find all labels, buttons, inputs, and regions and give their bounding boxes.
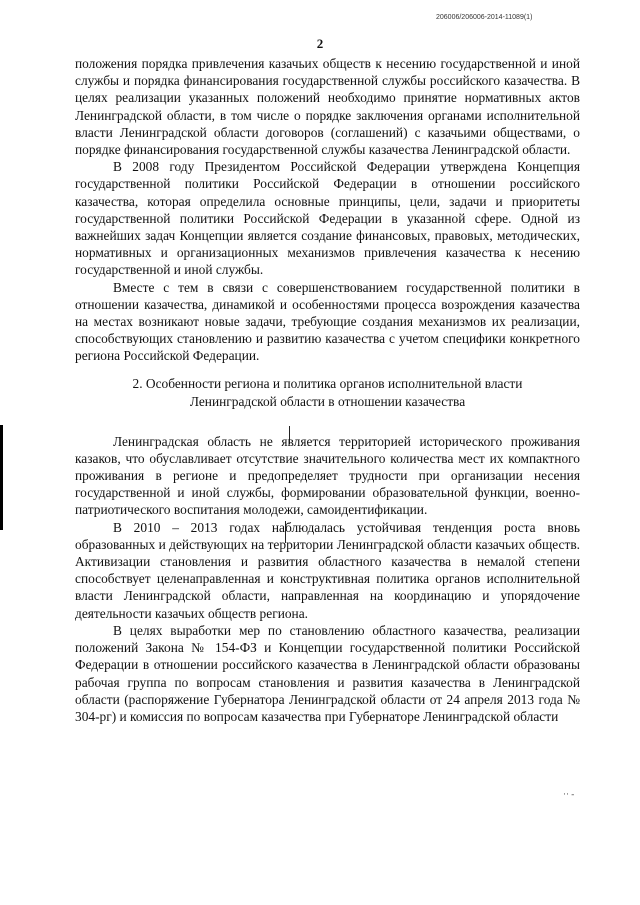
paragraph: В 2008 году Президентом Российской Федерации утверждена Концепция государственной политики Российской Федерации в отношении российского казачества, которая определила основные принципы, цели, задачи и приоритеты государственной политики Российской Федерации в указанной сфере. Одной из важнейших задач Концепции является создание финансовых, правовых, методических, нормативных и организационных механизмов привлечения казачества к несению государственной и иной службы. bbox=[75, 159, 580, 278]
page-number: 2 bbox=[316, 36, 324, 51]
paragraph: В целях выработки мер по становлению областного казачества, реализации положений Закона № 154-ФЗ и Концепции государственной политики Российской Федерации в отношении российского казачества в Ленинградской области образованы рабочая группа по вопросам становления и развития казачества в Ленинградской области (распоряжение Губернатора Ленинградской области от 24 апреля 2013 года № 304-рг) и комиссия по вопросам казачества при Губернаторе Ленинградской области bbox=[75, 622, 580, 724]
paragraph: В 2010 – 2013 годах наблюдалась устойчивая тенденция роста вновь образованных и действующих на территории Ленинградской области казачьих обществ. Активизации становления и развития областного казачества в немалой степени способствует целенаправленная и конструктивная политика органов исполнительной власти Ленинградской области, направленная на координацию и упорядочение деятельности казачьих обществ региона. bbox=[75, 519, 580, 621]
paragraph: Ленинградская область не является территорией исторического проживания казаков, что обуславливает отсутствие значительного количества мест их компактного проживания в регионе и предопределяет трудности при организации несения государственной и иной службы, формировании образовательной функции, военно-патриотического воспитания молодежи, самоидентификации. bbox=[75, 433, 580, 518]
section-heading bbox=[75, 375, 580, 411]
paragraph: положения порядка привлечения казачьих обществ к несению государственной и иной службы и порядка финансирования государственной службы российского казачества. В целях реализации указанных положений необходимо принятие нормативных актов Ленинградской области, в том числе о порядке заключения органами исполнительной власти Ленинградской области договоров (соглашений) с казачьими обществами, о порядке финансирования государственной службы казачества Ленинградской области. bbox=[75, 56, 580, 158]
document-body bbox=[75, 55, 580, 725]
section-heading-line2: Ленинградской области в отношении казачества bbox=[189, 393, 466, 409]
scan-margin-line bbox=[0, 425, 3, 530]
document-id: 206006/206006-2014-11089(1) bbox=[436, 14, 533, 21]
corner-mark: ·· - bbox=[563, 789, 575, 799]
section-heading-line1: 2. Особенности региона и политика органов исполнительной власти bbox=[132, 375, 523, 391]
paragraph: Вместе с тем в связи с совершенствованием государственной политики в отношении казачества, динамикой и особенностями процесса возрождения казачества на местах возникают новые задачи, требующие создания механизмов их реализации, способствующих становлению и развитию казачества с учетом специфики конкретного региона Российской Федерации. bbox=[75, 279, 580, 364]
